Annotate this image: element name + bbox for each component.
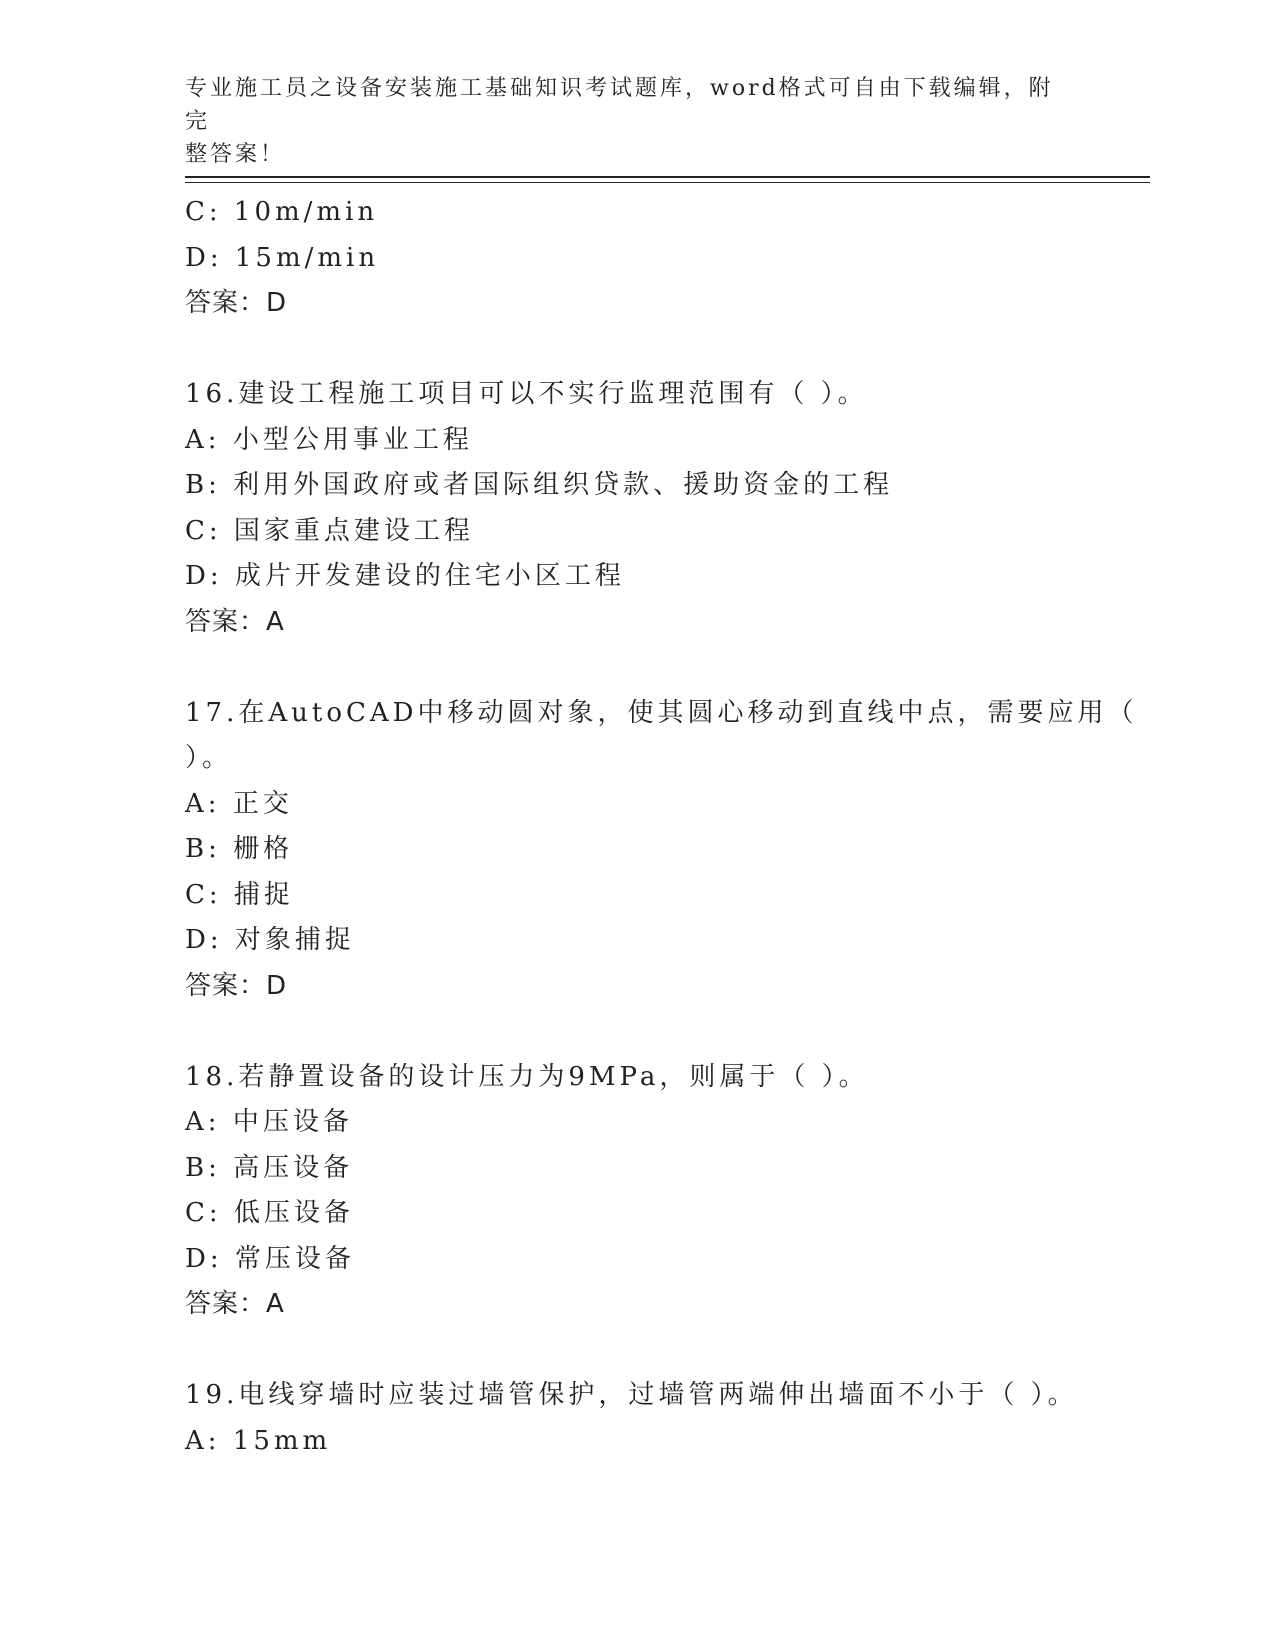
header-divider-thick [185,176,1150,178]
option-label: B: [185,834,221,864]
question-stem-19: 19.电线穿墙时应装过墙管保护，过墙管两端伸出墙面不小于（ ）。 [185,1380,1078,1410]
option-c [185,873,1085,919]
option-text: 正交 [232,788,293,819]
option-label: C: [185,515,222,546]
question-list [185,190,1138,1464]
document-header [185,72,1065,171]
option-text: 10m/min [233,197,379,227]
option-c [185,509,1085,555]
question-stem-17-continued: ）。 [185,743,233,773]
answer-line: 答案：A [185,1289,285,1319]
option-text: 常压设备 [234,1243,355,1274]
option-label: A: [185,788,221,819]
option-a [185,1419,1085,1465]
option-b [185,463,1085,509]
option-text: 国家重点建设工程 [233,515,474,546]
option-text: 捕捉 [233,879,294,910]
option-text: 成片开发建设的住宅小区工程 [234,561,625,591]
option-label: C: [185,197,222,227]
option-c [185,1191,1085,1237]
option-label: A: [185,1107,221,1137]
answer-line: 答案：D [185,970,288,1001]
spacer [185,645,1085,691]
question-stem-16: 16.建设工程施工项目可以不实行监理范围有（ ）。 [185,379,868,409]
question-stem-18: 18.若静置设备的设计压力为9MPa，则属于（ ）。 [185,1061,869,1092]
header-line-1: 专业施工员之设备安装施工基础知识考试题库，word格式可自由下载编辑，附完 [185,76,1054,134]
answer-line: 答案：A [185,606,285,637]
option-text: 高压设备 [233,1152,354,1183]
option-text: 利用外国政府或者国际组织贷款、援助资金的工程 [233,470,894,500]
option-a [185,782,1085,828]
option-text: 低压设备 [233,1198,354,1228]
option-label: D: [185,925,223,955]
option-b [185,827,1085,873]
question-stem-17: 17.在AutoCAD中移动圆对象，使其圆心移动到直线中点，需要应用（ [185,697,1138,728]
option-label: D: [185,1243,223,1274]
option-label: C: [185,879,222,910]
spacer [185,1328,1085,1374]
option-a [185,1100,1085,1146]
spacer [185,1009,1085,1055]
option-label: A: [185,1425,221,1456]
option-label: A: [185,424,221,455]
option-text: 中压设备 [232,1107,353,1137]
option-d [185,918,1085,964]
option-label: D: [185,561,223,591]
header-line-2: 整答案！ [185,142,286,167]
option-text: 15mm [232,1425,332,1456]
option-d [185,1237,1085,1283]
option-label: B: [185,1152,221,1183]
option-a [185,418,1085,464]
option-b [185,1146,1085,1192]
spacer [185,327,1085,373]
option-text: 15m/min [234,242,380,273]
option-text: 小型公用事业工程 [232,424,473,455]
option-d [185,554,1085,600]
option-text: 对象捕捉 [234,925,355,955]
header-divider-thin [185,182,1150,183]
answer-line: 答案：D [185,288,288,318]
option-text: 栅格 [233,834,294,864]
option-d [185,236,1085,282]
option-label: B: [185,470,221,500]
option-c [185,190,1085,236]
option-label: C: [185,1198,222,1228]
option-label: D: [185,242,223,273]
